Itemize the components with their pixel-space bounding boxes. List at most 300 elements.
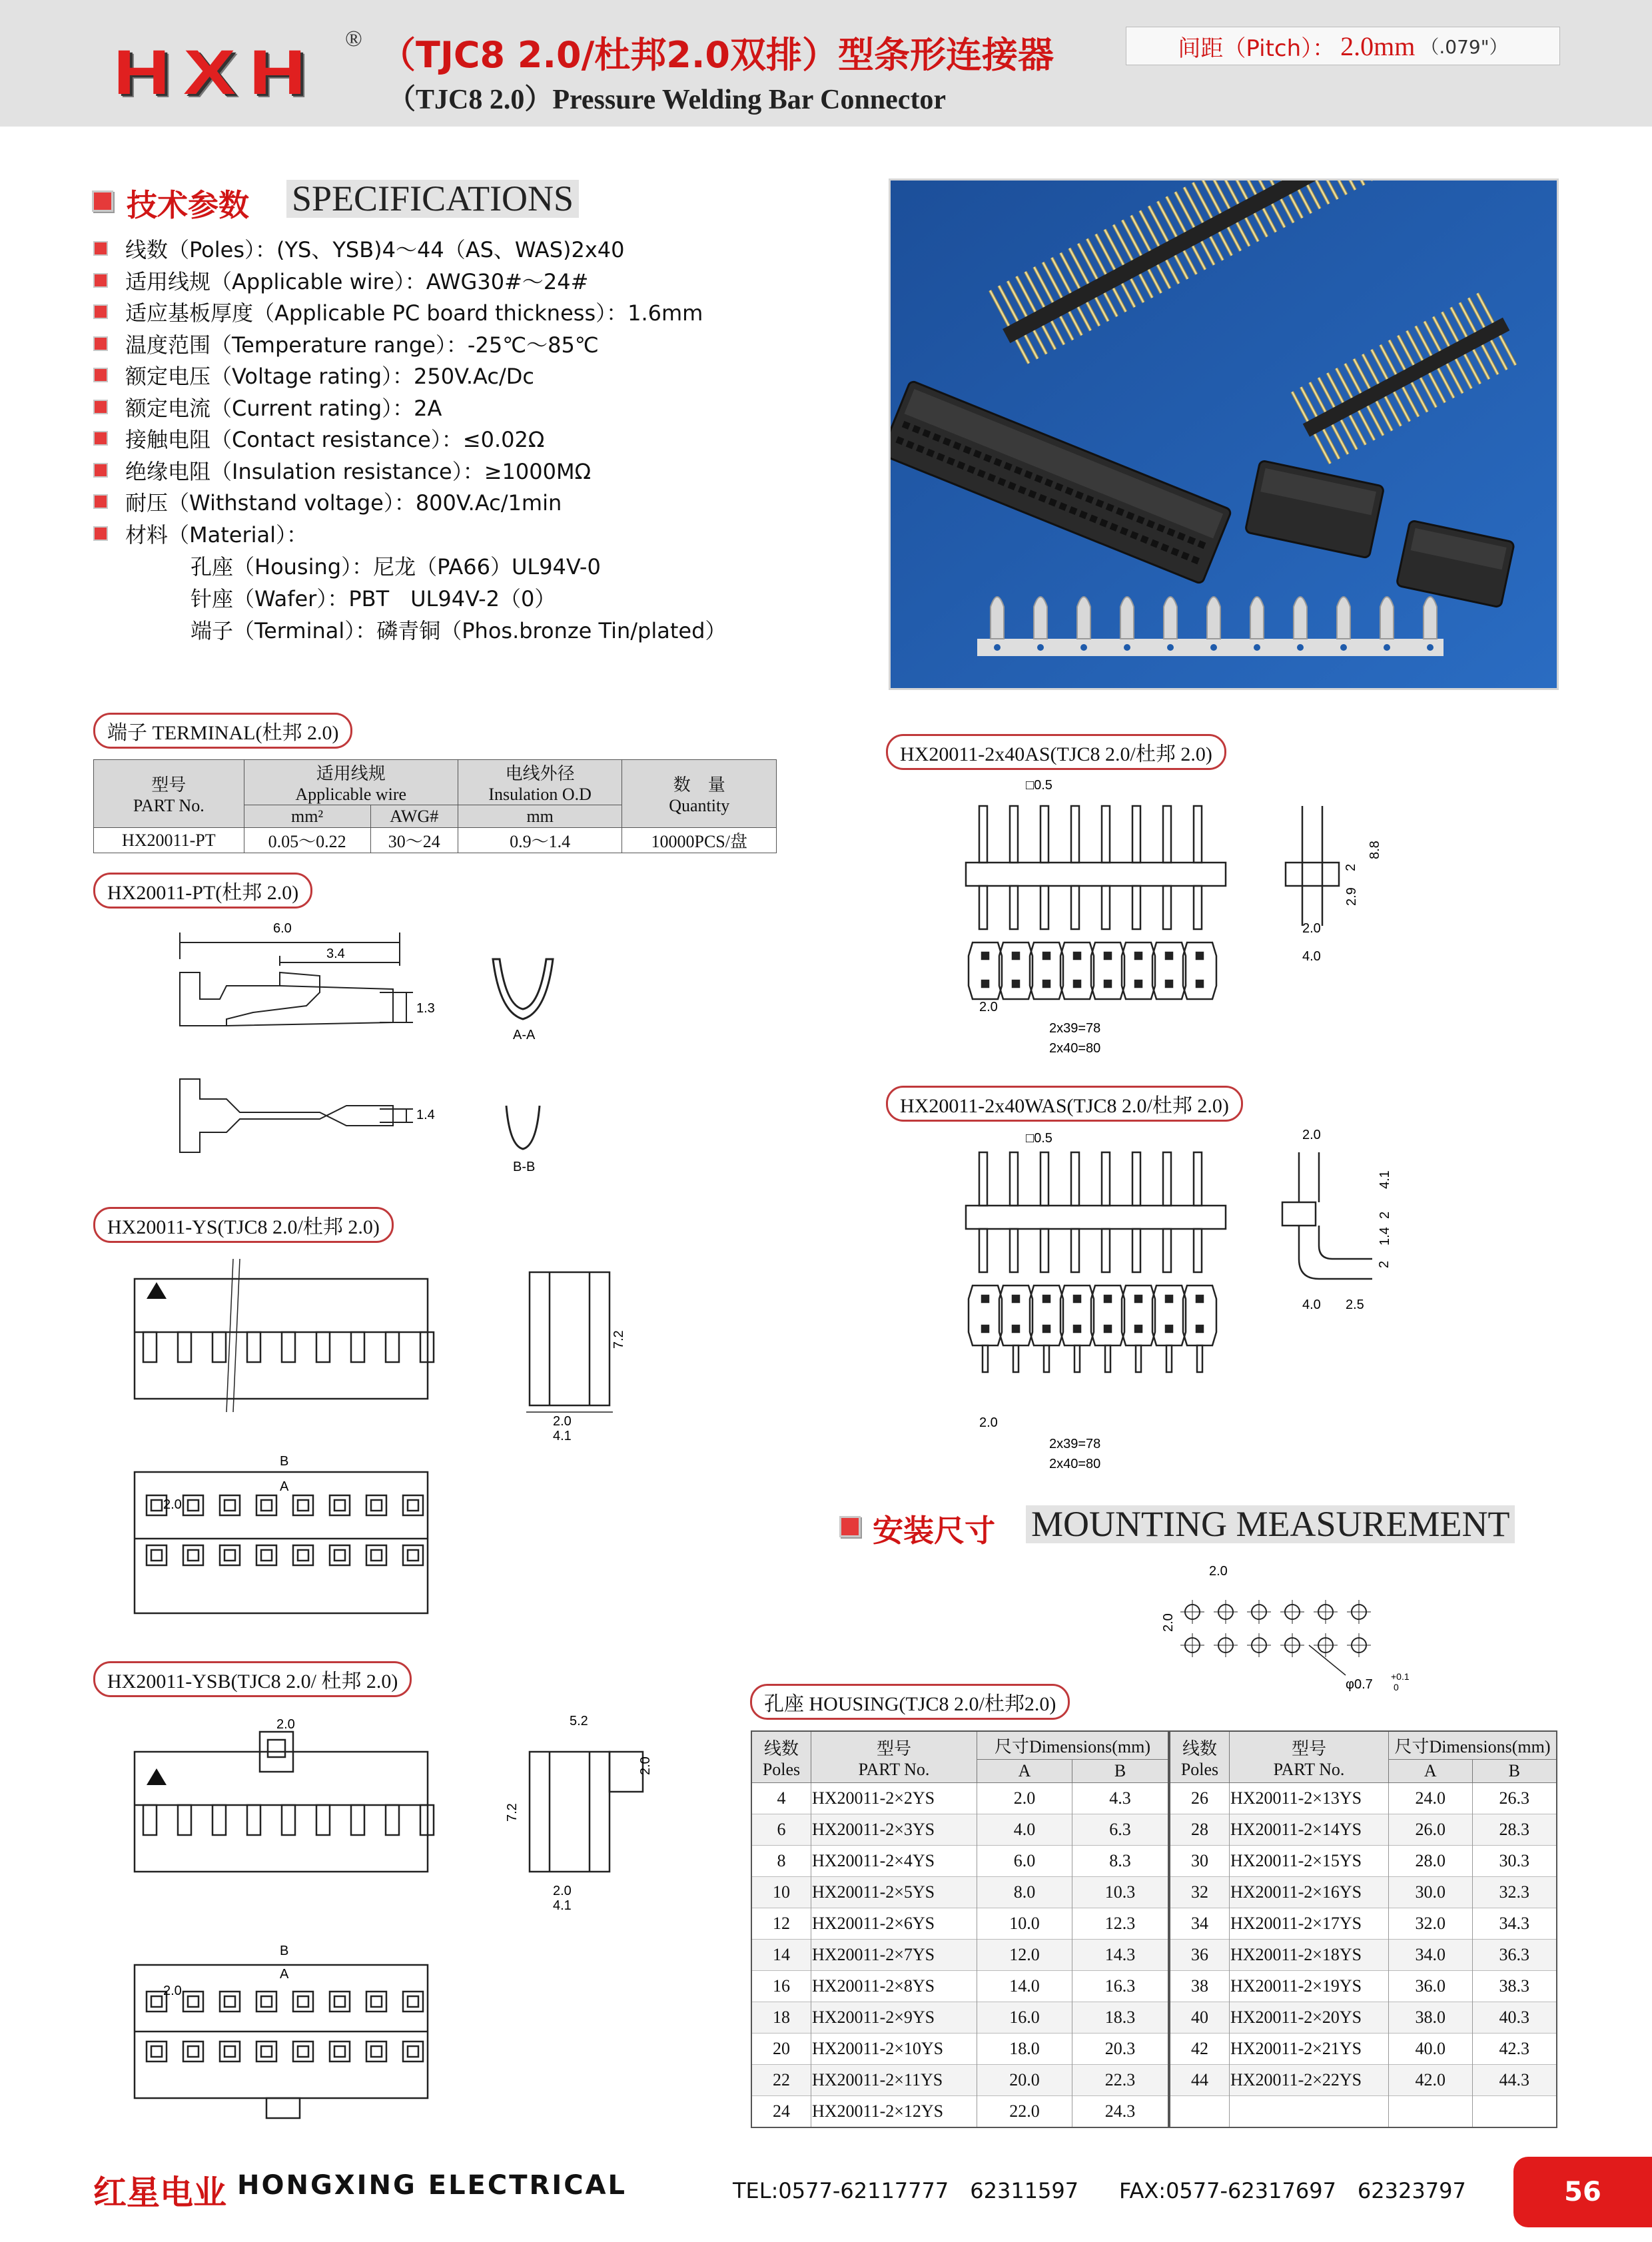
pin-hole-icon <box>403 1495 423 1515</box>
spec-text: 耐压（Withstand voltage）：800V.Ac/1min <box>125 490 562 516</box>
pitch-label: 间距（Pitch）： <box>1178 35 1336 62</box>
hole-icon <box>1080 644 1087 651</box>
as-dim-2-9: 2.9 <box>1344 887 1359 906</box>
hole-icon <box>1124 644 1130 651</box>
terminal-label: 端子 TERMINAL(杜邦 2.0) <box>93 713 352 749</box>
dim-6-0: 6.0 <box>273 921 292 936</box>
pin-hole-icon <box>151 1996 162 2007</box>
product-photo-illustration <box>891 181 1557 688</box>
pin-icon <box>1132 806 1140 863</box>
tooth-icon <box>212 1332 226 1362</box>
table-row: 14 HX20011-2×7YS 12.0 14.3 <box>751 1940 1168 1971</box>
pad-icon <box>1152 1286 1186 1345</box>
pin-hole-icon <box>298 1550 308 1561</box>
terminal-icon <box>1337 597 1350 639</box>
pad-icon <box>1122 942 1155 999</box>
pin-icon <box>1010 1152 1018 1206</box>
table-row: 12 HX20011-2×6YS 10.0 12.3 <box>751 1908 1168 1940</box>
as-dim-2: 2 <box>1344 863 1358 871</box>
was-dim-pitch: 2.0 <box>979 1415 998 1430</box>
th-mm2: mm² <box>244 805 370 828</box>
tooth-icon <box>386 1332 399 1362</box>
table-row: 36 HX20011-2×18YS 34.0 36.3 <box>1170 1940 1557 1971</box>
pin-hole-icon <box>183 1992 203 2012</box>
pin-icon <box>1074 1345 1080 1372</box>
table-row: 10 HX20011-2×5YS 8.0 10.3 <box>751 1877 1168 1908</box>
pin-icon <box>1166 1325 1172 1332</box>
as-dim-4-0: 4.0 <box>1302 949 1321 964</box>
tooth-icon <box>316 1332 330 1362</box>
pin-hole-icon <box>224 1550 235 1561</box>
spec-item <box>93 233 625 264</box>
pin-hole-icon <box>366 2042 386 2061</box>
pin-hole-icon <box>220 1545 240 1565</box>
pin-icon <box>1135 952 1142 959</box>
pad-icon <box>969 942 1002 999</box>
terminal-icon <box>991 597 1004 639</box>
ysb-dim-a: A <box>280 1967 289 1982</box>
pin-icon <box>1132 886 1140 929</box>
mounting-title-en: MOUNTING MEASUREMENT <box>1026 1505 1515 1543</box>
spec-title-cn: 技术参数 <box>127 187 249 223</box>
pin-hole-icon <box>334 2046 345 2057</box>
hole-icon <box>1254 644 1260 651</box>
pad-icon <box>1183 942 1216 999</box>
bullet-icon <box>93 241 108 256</box>
pin-icon <box>982 1296 989 1302</box>
pin-hole-icon <box>188 1550 199 1561</box>
product-photo <box>889 179 1559 690</box>
pad-icon <box>1091 1286 1124 1345</box>
section-marker <box>92 190 113 212</box>
table-row: 34 HX20011-2×17YS 32.0 34.3 <box>1170 1908 1557 1940</box>
ysb-dim-7-2: 7.2 <box>505 1803 520 1822</box>
registered-mark: ® <box>345 27 362 51</box>
pin-hole-icon <box>188 1996 199 2007</box>
pin-hole-icon <box>256 1992 276 2012</box>
pin-icon <box>1010 886 1018 929</box>
pin-hole-icon <box>188 1500 199 1511</box>
dim-1-4: 1.4 <box>416 1108 435 1122</box>
tooth-icon <box>282 1332 295 1362</box>
pin-icon <box>1163 1152 1171 1206</box>
table-row: 32 HX20011-2×16YS 30.0 32.3 <box>1170 1877 1557 1908</box>
pin-hole-icon <box>366 1545 386 1565</box>
pin-hole-icon <box>408 1550 418 1561</box>
table-row: 4 HX20011-2×2YS 2.0 4.3 <box>751 1783 1168 1814</box>
material-item: 端子（Terminal）：磷青铜（Phos.bronze Tin/plated） <box>191 618 727 643</box>
ys-label: HX20011-YS(TJC8 2.0/杜邦 2.0) <box>93 1207 394 1243</box>
pin-icon <box>1013 1345 1019 1372</box>
mount-dim-2-0b: 2.0 <box>1161 1613 1176 1632</box>
ysb-dim-2-0: 2.0 <box>276 1717 295 1732</box>
pin-icon <box>1043 1296 1050 1302</box>
pin-icon <box>1196 1296 1203 1302</box>
pin-hole-icon <box>147 1545 167 1565</box>
pin-hole-icon <box>408 2046 418 2057</box>
spec-item <box>93 423 544 454</box>
ysb-dim-4-1: 4.1 <box>553 1898 572 1913</box>
pin-hole-icon <box>224 2046 235 2057</box>
hole-icon <box>994 644 1001 651</box>
dim-1-3: 1.3 <box>416 1001 435 1016</box>
section-aa: A-A <box>513 1028 536 1042</box>
pin-icon <box>1013 980 1019 987</box>
section-bb: B-B <box>513 1160 536 1174</box>
pin-icon <box>1194 806 1202 863</box>
pin-icon <box>979 1229 987 1272</box>
terminal-icon <box>1207 597 1220 639</box>
pin-icon <box>1071 886 1079 929</box>
pin-icon <box>1163 806 1171 863</box>
pin-icon <box>1194 1152 1202 1206</box>
ysb-label: HX20011-YSB(TJC8 2.0/ 杜邦 2.0) <box>93 1661 412 1697</box>
pin-hole-icon <box>183 2042 203 2061</box>
housing-label: 孔座 HOUSING(TJC8 2.0/杜邦2.0) <box>750 1684 1070 1720</box>
was-dim-4-0: 4.0 <box>1302 1298 1321 1312</box>
pad-icon <box>1030 942 1063 999</box>
pin-icon <box>1194 1229 1202 1272</box>
pin-icon <box>1074 952 1080 959</box>
page-number: 56 <box>1513 2157 1652 2227</box>
was-dim-2: 2 <box>1378 1211 1392 1219</box>
spec-title-en: SPECIFICATIONS <box>286 180 579 218</box>
pin-icon <box>1135 980 1142 987</box>
pin-icon <box>1166 1296 1172 1302</box>
terminal-icon <box>1380 597 1394 639</box>
footer-company-en: HONGXING ELECTRICAL <box>237 2170 627 2201</box>
tooth-icon <box>143 1332 157 1362</box>
spec-text: 额定电流（Current rating）：2A <box>125 395 442 421</box>
ys-dim-b: B <box>280 1454 289 1469</box>
ysb-dim-2-0c: 2.0 <box>553 1884 572 1898</box>
terminal-icon <box>1424 597 1437 639</box>
ysb-dim-pitch: 2.0 <box>163 1984 182 1998</box>
as-dim-2-0: 2.0 <box>1302 921 1321 936</box>
pin-icon <box>1013 1325 1019 1332</box>
page-title-en: （TJC8 2.0）Pressure Welding Bar Connector <box>388 85 947 115</box>
pin-hole-icon <box>256 1545 276 1565</box>
tooth-icon <box>247 1332 260 1362</box>
pin-icon <box>1071 1229 1079 1272</box>
pin-icon <box>1105 1345 1110 1372</box>
pin-icon <box>1102 886 1110 929</box>
pin-icon <box>1074 1325 1080 1332</box>
tooth-icon <box>178 1805 191 1835</box>
was-drawing <box>946 1126 1412 1485</box>
ys-drawing <box>127 1259 659 1639</box>
pin-hole-icon <box>183 1495 203 1515</box>
hole-icon <box>1297 644 1304 651</box>
table-row: 22 HX20011-2×11YS 20.0 22.3 <box>751 2065 1168 2096</box>
pin-hole-icon <box>334 1996 345 2007</box>
pin-hole-icon <box>408 1500 418 1511</box>
pin-hole-icon <box>151 1500 162 1511</box>
ys-dim-2-0: 2.0 <box>553 1414 572 1429</box>
pin-icon <box>1163 1229 1171 1272</box>
table-row: 44 HX20011-2×22YS 42.0 44.3 <box>1170 2065 1557 2096</box>
table-row: 8 HX20011-2×4YS 6.0 8.3 <box>751 1846 1168 1877</box>
pin-hole-icon <box>408 1996 418 2007</box>
pitch-badge <box>1126 27 1560 65</box>
pin-hole-icon <box>298 1500 308 1511</box>
pin-hole-icon <box>151 1550 162 1561</box>
ysb-dim-5-2: 5.2 <box>570 1714 588 1728</box>
dim-3-4: 3.4 <box>326 946 345 961</box>
pin-hole-icon <box>293 2042 313 2061</box>
pin-hole-icon <box>256 1495 276 1515</box>
pin-hole-icon <box>330 1992 350 2012</box>
pad-icon <box>969 1286 1002 1345</box>
pin-hole-icon <box>330 2042 350 2061</box>
pin-icon <box>1043 980 1050 987</box>
pin-hole-icon <box>224 1996 235 2007</box>
spec-item <box>93 296 703 327</box>
material-item: 针座（Wafer）：PBT UL94V-2（0） <box>191 586 556 611</box>
hole-icon <box>1384 644 1390 651</box>
spec-text: 适用线规（Applicable wire）：AWG30#～24# <box>125 268 589 294</box>
table-row: 28 HX20011-2×14YS 26.0 28.3 <box>1170 1814 1557 1846</box>
pitch-value: 2.0mm <box>1340 31 1416 61</box>
pin-icon <box>1135 1325 1142 1332</box>
bullet-icon <box>93 400 108 414</box>
spec-text: 适应基板厚度（Applicable PC board thickness）：1.6mm <box>125 300 703 326</box>
bullet-icon <box>93 463 108 478</box>
pin-icon <box>1102 1229 1110 1272</box>
pin-hole-icon <box>330 1495 350 1515</box>
pin-hole-icon <box>147 2042 167 2061</box>
pin-icon <box>1196 1325 1203 1332</box>
tooth-icon <box>316 1805 330 1835</box>
footer-fax: FAX:0577-62317697 62323797 <box>1119 2178 1466 2203</box>
table-row: 30 HX20011-2×15YS 28.0 30.3 <box>1170 1846 1557 1877</box>
ys-dim-a: A <box>280 1479 289 1494</box>
pin-hole-icon <box>261 2046 272 2057</box>
ysb-drawing <box>127 1712 659 2131</box>
pin-icon <box>1163 886 1171 929</box>
pad-icon <box>1091 942 1124 999</box>
pin-icon <box>1010 1229 1018 1272</box>
spec-text: 线数（Poles）：(YS、YSB)4～44（AS、WAS)2x40 <box>125 237 625 262</box>
pt-drawing <box>160 919 626 1186</box>
pin-hole-icon <box>366 1992 386 2012</box>
was-dim-2-0: 2.0 <box>1302 1128 1321 1142</box>
table-row: 18 HX20011-2×9YS 16.0 18.3 <box>751 2002 1168 2034</box>
as-dim-2x40: 2x40=80 <box>1049 1041 1101 1056</box>
pin-hole-icon <box>293 1495 313 1515</box>
bullet-icon <box>93 431 108 446</box>
pin-icon <box>1040 1152 1048 1206</box>
ysb-dim-b: B <box>280 1944 289 1958</box>
spec-item <box>93 486 562 517</box>
ysb-dim-2-0b: 2.0 <box>638 1756 653 1775</box>
spec-item <box>93 392 442 422</box>
footer-tel: TEL:0577-62117777 62311597 <box>733 2178 1079 2203</box>
pin-icon <box>1044 1345 1049 1372</box>
pin-icon <box>1166 952 1172 959</box>
pin-hole-icon <box>224 1500 235 1511</box>
spec-text: 温度范围（Temperature range）：-25℃～85℃ <box>125 332 599 358</box>
pin-icon <box>1132 1229 1140 1272</box>
ys-dim-4-1: 4.1 <box>553 1429 572 1443</box>
pin-hole-icon <box>293 1545 313 1565</box>
pin-icon <box>1196 952 1203 959</box>
table-row: 26 HX20011-2×13YS 24.0 26.3 <box>1170 1783 1557 1814</box>
pin-hole-icon <box>293 1992 313 2012</box>
pitch-inch: （.079"） <box>1420 36 1508 58</box>
pad-icon <box>1183 1286 1216 1345</box>
spec-text: 材料（Material）： <box>125 522 308 548</box>
pin-icon <box>1013 1296 1019 1302</box>
mount-dim-2-0: 2.0 <box>1209 1564 1228 1579</box>
table-row: 24 HX20011-2×12YS 22.0 24.3 <box>751 2096 1168 2128</box>
was-dim-4-1: 4.1 <box>1378 1170 1392 1189</box>
terminal-icon <box>1034 597 1047 639</box>
mounting-title-cn: 安装尺寸 <box>873 1513 995 1549</box>
spec-item <box>93 328 599 359</box>
pin-icon <box>1166 980 1172 987</box>
as-dim-pitch: 2.0 <box>979 1000 998 1014</box>
th-awg: AWG# <box>370 805 458 828</box>
pin-icon <box>1135 1296 1142 1302</box>
pin-icon <box>1194 886 1202 929</box>
bullet-icon <box>93 336 108 351</box>
pin-icon <box>1043 1325 1050 1332</box>
pin-hole-icon <box>371 1550 382 1561</box>
th-part: 型号 PART No. <box>94 760 244 828</box>
mounting-drawing <box>1146 1559 1452 1692</box>
pin-hole-icon <box>183 1545 203 1565</box>
spec-item <box>93 455 591 486</box>
spec-item <box>93 360 534 390</box>
was-dim-sq: □0.5 <box>1026 1131 1052 1146</box>
pin-hole-icon <box>220 1495 240 1515</box>
th-qty: 数 量 Quantity <box>622 760 777 828</box>
as-dim-2x39: 2x39=78 <box>1049 1021 1101 1036</box>
material-item: 孔座（Housing）：尼龙（PA66）UL94V-0 <box>191 554 601 579</box>
housing-table-left: 线数 Poles 型号 PART No. 尺寸Dimensions(mm) A B 4 HX20011-2×2YS 2.0 4.3 6 HX20011-2×3YS 4.0 6.3 8 HX20011-2×4YS 6.0 8.3 10 HX20011-2×5YS 8.0 10.3 12 HX20011-2×6YS 10.0 12.3 14 HX20011-2×7YS 12.0 14.3 16 HX20011-2×8YS 14.0 16.3 18 HX20011-2×9YS 16.0 18.3 20 HX20011-2×10YS 18.0 20.3 22 HX20011-2×11YS 20.0 22.3 24 HX20011-2×12YS 22.0 24.3 <box>751 1730 1169 2128</box>
pad-icon <box>999 942 1032 999</box>
bullet-icon <box>93 273 108 288</box>
pin-icon <box>1104 1325 1111 1332</box>
pin-hole-icon <box>366 1495 386 1515</box>
table-row: 16 HX20011-2×8YS 14.0 16.3 <box>751 1971 1168 2002</box>
tooth-icon <box>282 1805 295 1835</box>
was-label: HX20011-2x40WAS(TJC8 2.0/杜邦 2.0) <box>886 1086 1243 1122</box>
terminal-icon <box>1077 597 1090 639</box>
as-dim-8-8: 8.8 <box>1368 841 1382 859</box>
pin-icon <box>1010 806 1018 863</box>
as-drawing <box>946 773 1412 1066</box>
pin-icon <box>1197 1345 1202 1372</box>
pin-hole-icon <box>334 1500 345 1511</box>
as-dim-sq: □0.5 <box>1026 778 1052 793</box>
ys-dim-pitch: 2.0 <box>163 1497 182 1512</box>
bullet-icon <box>93 304 108 319</box>
pin-icon <box>979 1152 987 1206</box>
pad-icon <box>1060 1286 1094 1345</box>
table-row: 6 HX20011-2×3YS 4.0 6.3 <box>751 1814 1168 1846</box>
table-row: 40 HX20011-2×20YS 38.0 40.3 <box>1170 2002 1557 2034</box>
pin-hole-icon <box>261 1996 272 2007</box>
tooth-icon <box>143 1805 157 1835</box>
pin-icon <box>1104 980 1111 987</box>
bullet-icon <box>93 368 108 382</box>
pin-icon <box>1132 1152 1140 1206</box>
housing-table-right: 线数 Poles 型号 PART No. 尺寸Dimensions(mm) A B 26 HX20011-2×13YS 24.0 26.3 28 HX20011-2×14YS 26.0 28.3 30 HX20011-2×15YS 28.0 30.3 32 HX20011-2×16YS 30.0 32.3 34 HX20011-2×17YS 32.0 34.3 36 HX20011-2×18YS 34.0 36.3 38 HX20011-2×19YS 36.0 38.3 40 HX20011-2×20YS 38.0 40.3 42 HX20011-2×21YS 40.0 42.3 44 HX20011-2×22YS 42.0 44.3 <box>1169 1730 1557 2128</box>
pin-icon <box>982 980 989 987</box>
pin-icon <box>1071 1152 1079 1206</box>
pin-hole-icon <box>261 1500 272 1511</box>
pin-hole-icon <box>371 2046 382 2057</box>
spec-item <box>93 265 588 296</box>
pin-icon <box>1071 806 1079 863</box>
pin-icon <box>1102 806 1110 863</box>
table-row: HX20011-PT 0.05～0.22 30～24 0.9～1.4 10000PCS/盘 <box>94 828 777 853</box>
th-mm: mm <box>458 805 622 828</box>
spec-text: 绝缘电阻（Insulation resistance）：≥1000MΩ <box>125 458 592 484</box>
spec-item <box>93 518 308 549</box>
pin-icon <box>979 806 987 863</box>
tooth-icon <box>178 1332 191 1362</box>
as-label: HX20011-2x40AS(TJC8 2.0/杜邦 2.0) <box>886 734 1226 770</box>
pin-icon <box>1102 1152 1110 1206</box>
page-title-cn: （TJC8 2.0/杜邦2.0双排）型条形连接器 <box>380 34 1054 76</box>
table-row: 42 HX20011-2×21YS 40.0 42.3 <box>1170 2034 1557 2065</box>
terminal-icon <box>1294 597 1307 639</box>
table-row: 38 HX20011-2×19YS 36.0 38.3 <box>1170 1971 1557 2002</box>
tooth-icon <box>386 1805 399 1835</box>
hxh-logo: HXH <box>113 37 320 108</box>
was-dim-2x39: 2x39=78 <box>1049 1437 1101 1451</box>
pin-icon <box>1166 1345 1172 1372</box>
spec-text: 接触电阻（Contact resistance）：≤0.02Ω <box>125 427 545 452</box>
th-od: 电线外径 Insulation O.D <box>458 760 622 805</box>
terminal-table <box>93 759 777 853</box>
pin-hole-icon <box>220 2042 240 2061</box>
pad-icon <box>1122 1286 1155 1345</box>
pin-icon <box>982 952 989 959</box>
hole-icon <box>1340 644 1347 651</box>
pin-hole-icon <box>334 1550 345 1561</box>
footer-company-cn: 红星电业 <box>93 2173 226 2212</box>
was-dim-2b: 2 <box>1377 1260 1392 1268</box>
pad-icon <box>999 1286 1032 1345</box>
pin-icon <box>1136 1345 1141 1372</box>
pin-hole-icon <box>220 1992 240 2012</box>
pin-icon <box>1104 1296 1111 1302</box>
pin-hole-icon <box>256 2042 276 2061</box>
pin-hole-icon <box>371 1500 382 1511</box>
mount-hole-tol0: 0 <box>1394 1682 1399 1692</box>
was-dim-1-4: 1.4 <box>1378 1227 1392 1246</box>
pin-hole-icon <box>403 2042 423 2061</box>
pin-hole-icon <box>188 2046 199 2057</box>
hole-icon <box>1037 644 1044 651</box>
hole-icon <box>1167 644 1174 651</box>
pin-hole-icon <box>403 1545 423 1565</box>
section-marker <box>839 1516 861 1537</box>
pin-icon <box>1043 952 1050 959</box>
pin-icon <box>982 1325 989 1332</box>
pad-icon <box>1152 942 1186 999</box>
pin-icon <box>1074 1296 1080 1302</box>
spec-text: 额定电压（Voltage rating）：250V.Ac/Dc <box>125 364 534 389</box>
terminal-icon <box>1120 597 1134 639</box>
pin-icon <box>1040 886 1048 929</box>
pin-hole-icon <box>151 2046 162 2057</box>
pin-hole-icon <box>261 1550 272 1561</box>
